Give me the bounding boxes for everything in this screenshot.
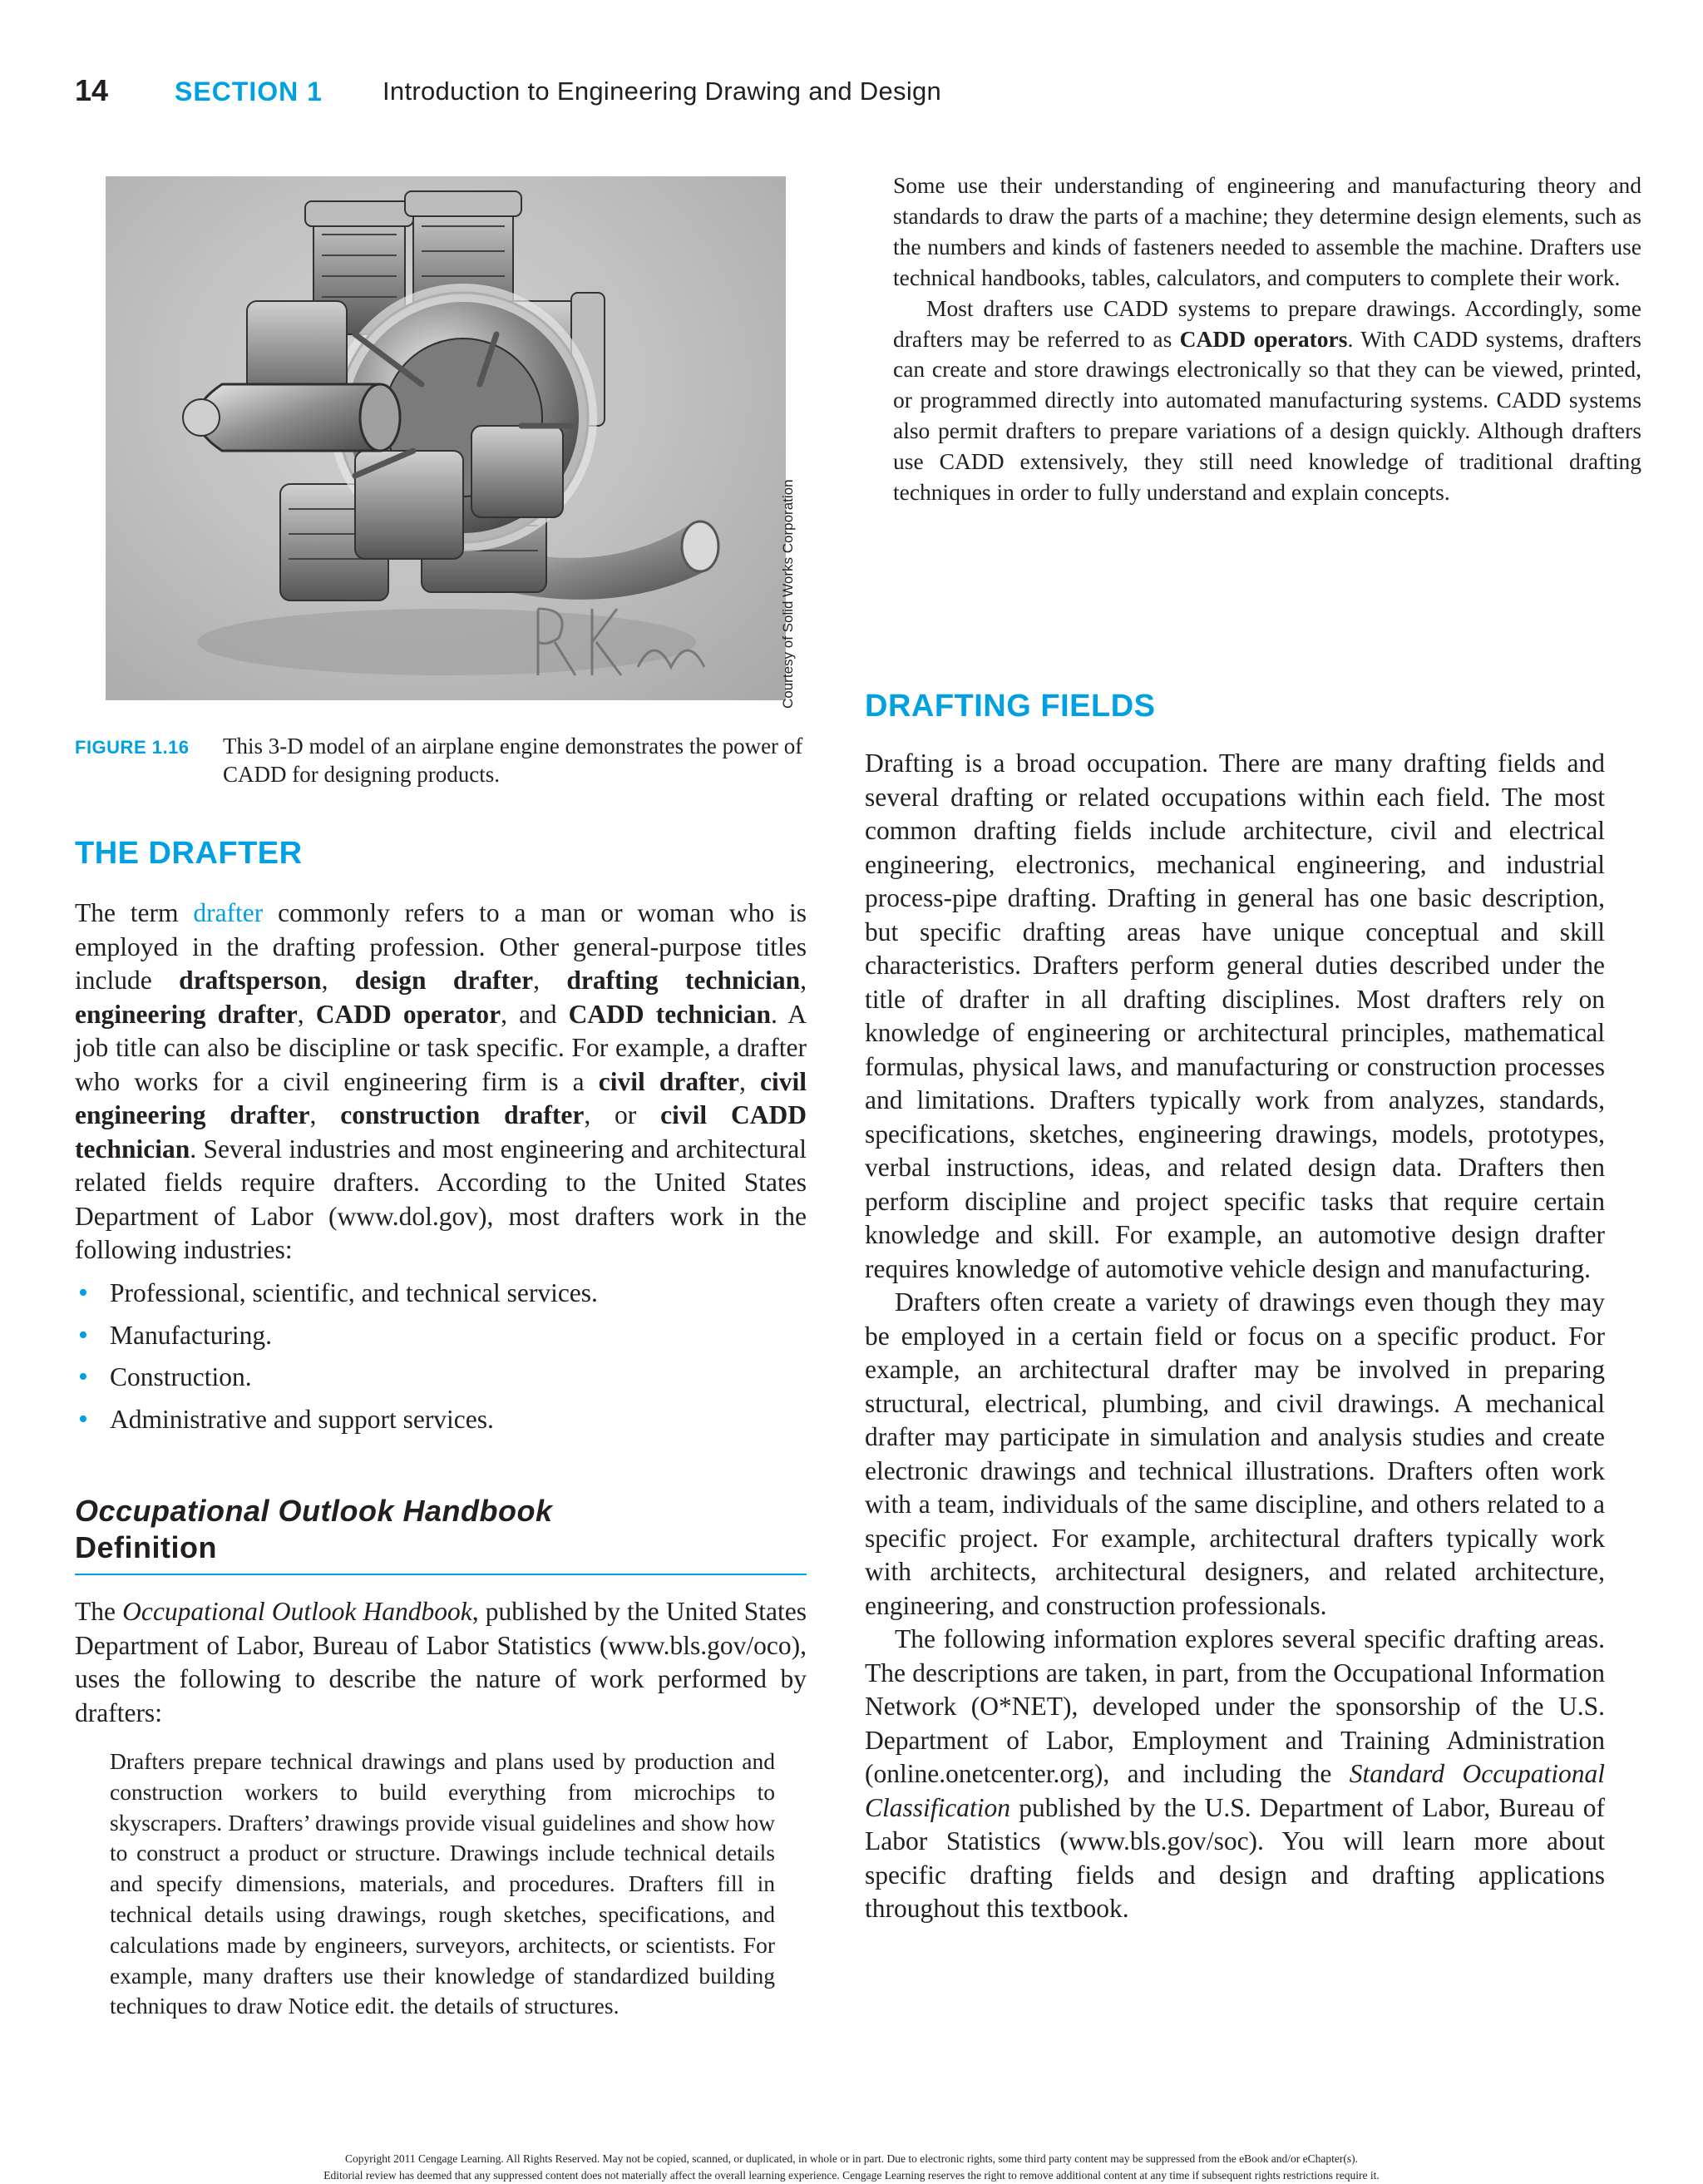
list-item: • Administrative and support services.: [75, 1399, 807, 1441]
drafter-paragraph: The term drafter commonly refers to a man or woman who is employed in the drafting profession. Other general-purpose titles include draftsperson, design drafter, drafting technician, engineering drafter, CADD operator, and CADD technician. A job title can also be discipline or task specific. For example, a drafter who works for a civil engineering firm is a civil drafter, civil engineering drafter, construction drafter, or civil CADD technician. Several industries and most engineering and architectural related fields require drafters. According to the United States Department of Labor (www.dol.gov), most drafters work in the following industries:: [75, 898, 807, 1264]
section-label: SECTION 1: [175, 77, 323, 106]
figure-credit-text: Courtesy of Solid Works Corporation: [780, 479, 796, 709]
list-item: • Construction.: [75, 1356, 807, 1399]
heading-drafting-fields: DRAFTING FIELDS: [865, 689, 1156, 724]
heading-ooh-definition: Occupational Outlook Handbook Definition: [75, 1494, 553, 1564]
drafting-fields-paragraph-2: Drafters often create a variety of drawings even though they may be employed in a certain field or focus on a specific product. For example, an architectural drafter may be involved in preparing structural, electrical, plumbing, and civil drawings. A mechanical drafter may participate in simulation and analysis studies and create electronic drawings and technical illustrations. Drafters often work with a team, individuals of the same discipline, and others related to a specific project. For example, architectural drafters typically work with architects, architectural designers, and related architecture, engineering, and construction professionals.: [865, 1287, 1605, 1620]
list-item: • Manufacturing.: [75, 1315, 807, 1357]
figure-label: FIGURE 1.16: [75, 737, 190, 758]
section-rule: [75, 1574, 807, 1575]
drafting-fields-paragraph-1: Drafting is a broad occupation. There are many drafting fields and several drafting or related occupations within each field. The most common drafting fields include architecture, civil and electrical engineering, electronics, mechanical engineering, and industrial process-pipe drafting. Drafting in general has one basic description, but specific drafting areas have unique conceptual and skill characteristics. Drafters perform general duties described under the title of drafter in all drafting disciplines. Most drafters rely on knowledge of engineering or architectural principles, mathematical formulas, physical laws, and manufacturing or construction processes and limitations. Drafters typically work from analyzes, standards, specifications, sketches, engineering drawings, models, prototypes, verbal instructions, ideas, and related design data. Drafters then perform discipline and project specific tasks that require certain knowledge and skill. For example, an automotive design drafter requires knowledge of automotive vehicle design and manufacturing.: [865, 749, 1605, 1283]
copyright-line-2: Editorial review has deemed that any suppressed content does not materially affect the overall learning experience. Cengage Learning reserves the right to remove additional content at any time if subsequent rights restrictions require it.: [323, 2169, 1380, 2182]
section-title: Introduction to Engineering Drawing and Design: [383, 77, 942, 106]
list-item: • Professional, scientific, and technical services.: [75, 1272, 807, 1315]
ooh-intro-paragraph: The Occupational Outlook Handbook, published by the United States Department of Labor, Bureau of Labor Statistics (www.bls.gov/oco), uses the following to describe the nature of work performed by drafters:: [75, 1597, 807, 1727]
figure-caption: [75, 732, 807, 788]
copyright-line-1: Copyright 2011 Cengage Learning. All Rights Reserved. May not be copied, scanned, or duplicated, in whole or in part. Due to electronic rights, some third party content may be suppressed from the eBook and/or eChapter(s).: [345, 2152, 1358, 2165]
drafting-fields-text: [865, 747, 1605, 1926]
figure-engine-model: [106, 176, 786, 700]
ooh-quote-part-2: Some use their understanding of engineering and manufacturing theory and standards to draw the parts of a machine; they determine design elements, such as the numbers and kinds of fasteners needed to assemble the machine. Drafters use technical handbooks, tables, calculators, and computers to complete their work. Most drafters use CADD systems to prepare drawings. Accordingly, some drafters may be referred to as CADD operators. With CADD systems, drafters can create and store drawings electronically so that they can be viewed, printed, or programmed directly into automated manufacturing systems. CADD systems also permit drafters to prepare variations of a design quickly. Although drafters use CADD extensively, they still need knowledge of traditional drafting techniques in order to fully understand and explain concepts.: [893, 172, 1641, 506]
radial-engine-illustration: [106, 176, 786, 700]
heading-the-drafter: THE DRAFTER: [75, 836, 303, 871]
drafting-fields-paragraph-3: The following information explores several specific drafting areas. The descriptions are taken, in part, from the Occupational Information Network (O*NET), developed under the sponsorship of the U.S. Department of Labor, Employment and Training Administration (online.onetcenter.org), and including the Standard Occupational Classification published by the U.S. Department of Labor, Bureau of Labor Statistics (www.bls.gov/soc). You will learn more about specific drafting fields and design and drafting applications throughout this textbook.: [865, 1624, 1605, 1923]
copyright-footer: [75, 2151, 1628, 2184]
figure-caption-text: This 3-D model of an airplane engine demonstrates the power of CADD for designing products.: [223, 734, 803, 787]
term-drafter: drafter: [193, 898, 264, 927]
ooh-quote-part-1: Drafters prepare technical drawings and plans used by production and construction workers to build everything from microchips to skyscrapers. Drafters’ drawings provide visual guidelines and show how to construct a product or structure. Drawings include technical details and specify dimensions, materials, and procedures. Drafters fill in technical details using drawings, rough sketches, specifications, and calculations made by engineers, surveyors, architects, or scientists. For example, many drafters use their knowledge of standardized building techniques to draw Notice edit. the details of structures.: [110, 1748, 775, 2019]
industries-list: [75, 1272, 807, 1440]
page-number: 14: [75, 73, 109, 107]
